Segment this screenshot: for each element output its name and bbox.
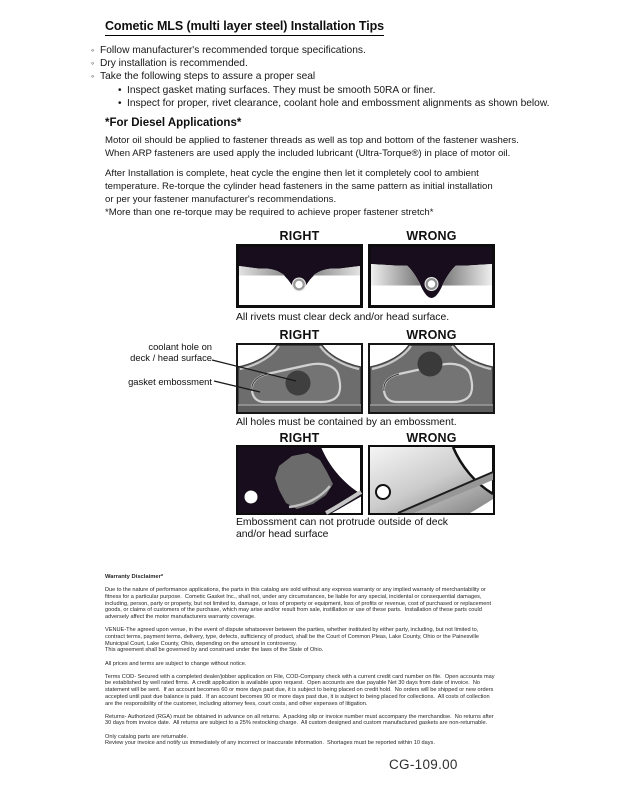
embossment-protrusion-wrong-image xyxy=(368,445,495,515)
bolt-hole-icon xyxy=(376,485,390,499)
rivet-clearance-wrong-image xyxy=(368,244,495,308)
list-item xyxy=(118,84,591,97)
filled-bullet-icon: • xyxy=(118,97,122,109)
diesel-section-heading: *For Diesel Applications* xyxy=(105,117,242,129)
row1-caption: All rivets must clear deck and/or head surface. xyxy=(236,312,450,323)
gasket-embossment-label: gasket embossment xyxy=(128,376,212,387)
row3-caption: Embossment can not protrude outside of deck and/or head surface xyxy=(236,517,448,540)
row1-right-label: RIGHT xyxy=(279,229,320,243)
filled-bullet-icon: • xyxy=(118,84,122,96)
tip-text: Take the following steps to assure a proper seal xyxy=(100,71,316,83)
warranty-disclaimer-heading: Warranty Disclaimer* xyxy=(105,574,164,580)
open-bullet-icon: ◦ xyxy=(91,71,95,82)
diesel-paragraph-2: After Installation is complete, heat cycle the engine then let it completely cool to ambient temperature. Re-torque the cylinder head fasteners in the same pattern as initial installation or per your fastener manufacturer's recommendations. xyxy=(105,168,493,206)
tip-text: Inspect for proper, rivet clearance, coolant hole and embossment alignments as shown below. xyxy=(127,97,550,109)
row3-right-label: RIGHT xyxy=(279,431,320,445)
embossment-containment-wrong-image xyxy=(368,343,495,414)
legal-paragraph: Due to the nature of performance applications, the parts in this catalog are sold without any express warranty or any implied warranty of merchantability or fitness for a particular purpose. Cometic Gasket Inc., shall not, under any circumstances, be liable for any special, incidental or consequential damages, including, person, party or property, but not limited to, damage, or loss of property or equipment, loss of profits or revenue, cost of purchased or replacement goods, or claims of customers of the purchase, which may arise and/or result from sale, instillation or use of these parts. Installation of these parts could adversely affect the motor manufacturers warranty coverage. xyxy=(105,587,492,621)
row2-right-label: RIGHT xyxy=(279,328,320,342)
open-bullet-icon: ◦ xyxy=(91,58,95,69)
open-bullet-icon: ◦ xyxy=(91,45,95,55)
coolant-hole-icon xyxy=(418,352,443,377)
row2-caption: All holes must be contained by an embossment. xyxy=(236,417,457,428)
page-title: Cometic MLS (multi layer steel) Installation Tips xyxy=(105,19,384,36)
tips-list xyxy=(91,44,591,110)
row2-wrong-label: WRONG xyxy=(406,328,457,342)
bolt-hole-icon xyxy=(245,491,258,504)
coolant-hole-label: coolant hole on deck / head surface xyxy=(130,341,212,363)
retorque-note: *More than one re-torque may be required to achieve proper fastener stretch* xyxy=(105,207,434,218)
legal-paragraph: Only catalog parts are returnable. Review your invoice and notify us immediately of any incorrect or inaccurate information. Shortages must be reported within 10 days. xyxy=(105,733,435,747)
tip-text: Follow manufacturer's recommended torque specifications. xyxy=(100,45,366,56)
leader-lines xyxy=(208,352,303,397)
legal-paragraph: Returns- Authorized (RGA) must be obtained in advance on all returns. A packing slip or invoice number must accompany the merchandise. No returns after 30 days from invoice date. All returns are subject to a 25% restocking charge. All custom designed and custom manufactured gaskets are non-returnable. xyxy=(105,713,494,727)
list-item xyxy=(91,57,591,70)
row3-wrong-label: WRONG xyxy=(406,431,457,445)
tip-text: Dry installation is recommended. xyxy=(100,58,248,70)
legal-paragraph: All prices and terms are subject to change without notice. xyxy=(105,660,247,667)
legal-paragraph: VENUE-The agreed upon venue, in the event of dispute whatsoever between the parties, whether instituted by either party, including, but not limited to, contract terms, payment terms, delivery, type, defects, sufficiency of product, shall be the Court of Common Pleas, Lake County, Ohio or the Painesville Municipal Court, Lake County, Ohio, depending on the amount in controversy. This agreement shall be governed by and construed under the laws of the State of Ohio. xyxy=(105,627,480,654)
row1-wrong-label: WRONG xyxy=(406,229,457,243)
list-item xyxy=(118,97,591,110)
legal-section xyxy=(105,574,547,754)
page-code: CG-109.00 xyxy=(389,757,458,772)
diesel-paragraph-1: Motor oil should be applied to fastener threads as well as top and bottom of the fastener washers. When ARP fasteners are used apply the included lubricant (Ultra-Torque®) in place of motor oil. xyxy=(105,135,519,160)
tip-text: Inspect gasket mating surfaces. They must be smooth 50RA or finer. xyxy=(127,84,436,96)
list-item xyxy=(91,70,591,83)
embossment-protrusion-right-image xyxy=(236,445,363,515)
legal-paragraph: Terms COD- Secured with a completed dealer/jobber application on File, COD-Company check with a current credit card number on file. Open accounts may be established by well rated firms. A credit application is available upon request. Open accounts are due payable Net 30 days from date of invoice. No statement will be sent. If an account becomes 60 or more days past due, it is subject to being placed on credit hold. No orders will be shipped or new orders accepted until past due balance is paid. If an account becomes 90 or more days past due, it is subject to being placed for collections. All costs of collection are the responsibility of the customer, including attorney fees, court costs, and other expenses of litigation. xyxy=(105,673,495,707)
rivet-clearance-right-image xyxy=(236,244,363,308)
list-item xyxy=(91,44,591,57)
